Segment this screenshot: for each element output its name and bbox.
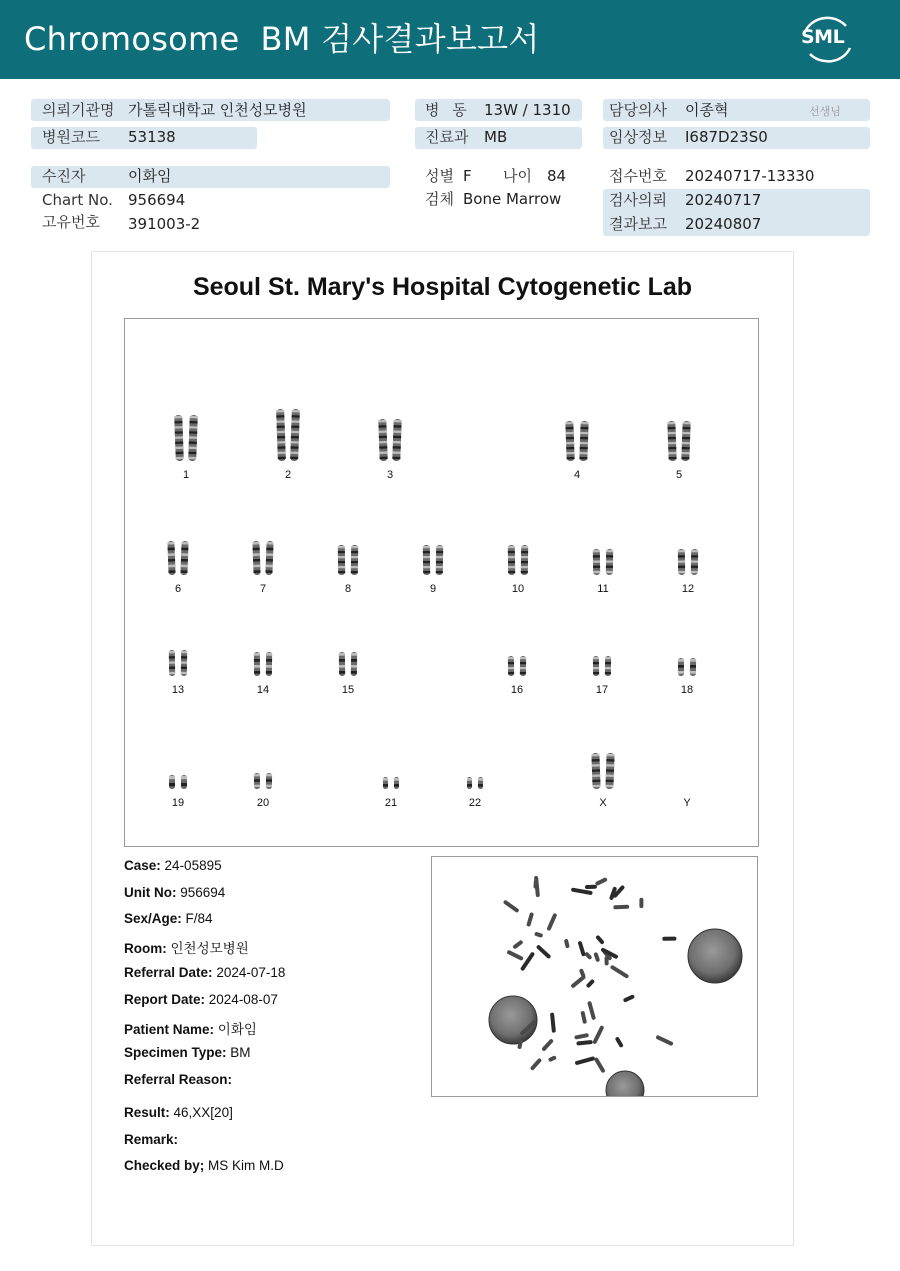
referral-date-line <box>124 965 285 980</box>
sml-logo-text: SML <box>801 26 845 48</box>
metaphase-chromosome <box>503 900 520 914</box>
institution-label: 의뢰기관명 <box>42 101 115 119</box>
chromosome-pair-14 <box>252 650 274 678</box>
chromosome-pair-8 <box>336 543 360 577</box>
patient-name-label: Patient Name: <box>124 1022 215 1037</box>
chromosome-label-13: 13 <box>171 684 185 696</box>
metaphase-chromosome <box>586 979 596 989</box>
lab-title: Seoul St. Mary's Hospital Cytogenetic Lab <box>192 273 693 301</box>
chromosome-pair-17 <box>591 654 613 678</box>
metaphase-spread-graphic <box>432 857 757 1096</box>
chromosome-pair-5 <box>666 419 692 463</box>
hospital-code-value: 53138 <box>128 128 176 146</box>
metaphase-chromosome <box>604 956 608 965</box>
metaphase-chromosome <box>576 1040 593 1046</box>
unit-value: 956694 <box>180 885 226 900</box>
sexage-line <box>124 911 213 926</box>
metaphase-chromosome <box>585 885 597 889</box>
report-date-line <box>124 992 278 1007</box>
room-label: Room: <box>124 941 167 956</box>
interphase-nucleus <box>489 996 537 1044</box>
chromosome-label-3: 3 <box>386 469 394 481</box>
checked-value: MS Kim M.D <box>208 1158 284 1173</box>
report-header <box>0 0 900 79</box>
chromosome-label-5: 5 <box>675 469 683 481</box>
request-label: 검사의뢰 <box>609 191 667 209</box>
chromosome-label-6: 6 <box>174 583 182 595</box>
referral-date-value: 2024-07-18 <box>216 965 286 980</box>
chromosome-pair-4 <box>564 419 590 463</box>
metaphase-chromosome <box>533 879 538 888</box>
request-value: 20240717 <box>685 191 762 209</box>
report-label: 결과보고 <box>609 215 667 233</box>
doctor-suffix: 선생님 <box>809 105 841 118</box>
chromosome-pair-19 <box>167 773 189 791</box>
receipt-label: 접수번호 <box>609 167 667 185</box>
report-date-label: Report Date: <box>124 992 206 1007</box>
metaphase-chromosome <box>575 1056 596 1065</box>
chromosome-label-7: 7 <box>259 583 267 595</box>
karyogram-panel <box>124 318 759 847</box>
metaphase-chromosome <box>512 940 523 950</box>
chromosome-pair-12 <box>676 547 700 577</box>
chromosome-label-10: 10 <box>511 583 525 595</box>
metaphase-chromosome <box>592 1025 604 1045</box>
metaphase-chromosome <box>574 1033 589 1040</box>
result-value: 46,XX[20] <box>173 1105 233 1120</box>
room-line <box>124 937 249 957</box>
sexage-value: F/84 <box>185 911 213 926</box>
metaphase-chromosome <box>593 952 600 962</box>
case-label: Case: <box>124 858 161 873</box>
case-line <box>124 858 222 873</box>
chart-value: 956694 <box>128 191 186 209</box>
referral-reason-line <box>124 1072 232 1087</box>
chromosome-label-X: X <box>599 797 607 809</box>
chromosome-label-11: 11 <box>597 583 609 595</box>
chromosome-label-18: 18 <box>680 684 694 696</box>
unique-value: 391003-2 <box>128 215 201 233</box>
specimen-value: Bone Marrow <box>463 190 562 208</box>
chromosome-label-17: 17 <box>595 684 609 696</box>
metaphase-chromosome <box>595 877 608 886</box>
report-title: Chromosome BM 검사결과보고서 <box>24 20 540 58</box>
chromosome-pair-7 <box>251 539 275 577</box>
chromosome-pair-X <box>590 751 616 791</box>
department-label: 진료과 <box>425 128 469 146</box>
metaphase-chromosome <box>662 937 676 941</box>
institution-value: 가톨릭대학교 인천성모병원 <box>128 101 307 119</box>
clinical-value: I687D23S0 <box>685 128 768 146</box>
chromosome-label-19: 19 <box>171 797 185 809</box>
metaphase-chromosome <box>587 1001 596 1020</box>
unit-line <box>124 885 225 900</box>
chromosome-label-Y: Y <box>683 797 691 809</box>
patient-name-line <box>124 1018 257 1038</box>
metaphase-chromosome <box>610 965 630 979</box>
metaphase-chromosome <box>580 1011 587 1024</box>
patient-value: 이화임 <box>128 167 172 185</box>
metaphase-chromosome <box>548 1055 557 1062</box>
patient-label: 수진자 <box>42 167 86 185</box>
hospital-code-label: 병원코드 <box>42 128 100 146</box>
interphase-nucleus <box>688 929 742 983</box>
chromosome-label-8: 8 <box>344 583 352 595</box>
age-label: 나이 <box>503 167 532 185</box>
specimen-type-label: Specimen Type: <box>124 1045 227 1060</box>
metaphase-chromosome <box>584 951 593 960</box>
metaphase-chromosome <box>550 1013 556 1033</box>
chromosome-label-4: 4 <box>573 469 581 481</box>
sml-logo <box>796 10 856 68</box>
room-value: 인천성모병원 <box>170 941 249 956</box>
metaphase-chromosome <box>623 994 635 1003</box>
doctor-value: 이종혁 <box>685 101 729 119</box>
unique-label: 고유번호 <box>42 213 100 231</box>
chromosome-label-15: 15 <box>341 684 355 696</box>
specimen-type-value: BM <box>230 1045 251 1060</box>
referral-date-label: Referral Date: <box>124 965 213 980</box>
metaphase-chromosome <box>526 912 534 927</box>
metaphase-chromosome <box>536 944 552 959</box>
age-value: 84 <box>547 167 567 185</box>
sex-label: 성별 <box>425 167 454 185</box>
case-value: 24-05895 <box>164 858 222 873</box>
chromosome-pair-20 <box>252 771 274 791</box>
chromosome-pair-9 <box>421 543 445 577</box>
chromosome-pair-18 <box>676 656 698 678</box>
specimen-type-line <box>124 1045 251 1060</box>
unit-label: Unit No: <box>124 885 177 900</box>
metaphase-chromosome <box>534 932 543 938</box>
metaphase-chromosome <box>506 950 523 961</box>
remark-label: Remark: <box>124 1132 179 1147</box>
chart-label: Chart No. <box>42 191 113 209</box>
chromosome-pair-2 <box>275 407 301 463</box>
chromosome-pair-21 <box>381 775 401 791</box>
metaphase-chromosome <box>595 935 605 945</box>
chromosome-label-22: 22 <box>468 797 482 809</box>
chromosome-pair-1 <box>173 413 199 463</box>
specimen-label: 검체 <box>425 190 454 208</box>
metaphase-chromosome <box>541 1038 554 1051</box>
chromosome-label-16: 16 <box>510 684 524 696</box>
chromosome-label-2: 2 <box>284 469 292 481</box>
chromosome-label-9: 9 <box>429 583 437 595</box>
sexage-label: Sex/Age: <box>124 911 182 926</box>
chromosome-label-12: 12 <box>681 583 695 595</box>
doctor-label: 담당의사 <box>609 101 667 119</box>
chromosome-pair-15 <box>337 650 359 678</box>
metaphase-chromosome <box>520 951 535 971</box>
metaphase-chromosome <box>564 939 570 949</box>
chromosome-pair-16 <box>506 654 528 678</box>
chromosome-pair-3 <box>377 417 403 463</box>
chromosome-pair-10 <box>506 543 530 577</box>
chromosome-pair-6 <box>166 539 190 577</box>
metaphase-chromosome <box>546 913 557 931</box>
result-label: Result: <box>124 1105 170 1120</box>
metaphase-chromosome <box>639 898 643 908</box>
department-value: MB <box>484 128 508 146</box>
report-date-value: 2024-08-07 <box>208 992 278 1007</box>
receipt-value: 20240717-13330 <box>685 167 815 185</box>
chromosome-label-14: 14 <box>256 684 270 696</box>
metaphase-chromosome <box>613 905 629 910</box>
metaphase-chromosome <box>530 1058 542 1071</box>
chromosome-label-1: 1 <box>182 469 190 481</box>
chromosome-pair-11 <box>591 547 615 577</box>
metaphase-chromosome <box>594 1057 606 1074</box>
patient-name-value: 이화임 <box>217 1022 257 1037</box>
ward-label: 병 동 <box>425 101 467 119</box>
interphase-nucleus <box>606 1071 644 1096</box>
chromosome-label-21: 21 <box>384 797 398 809</box>
metaphase-chromosome <box>578 941 586 957</box>
ward-value: 13W / 1310 <box>484 101 571 119</box>
remark-line <box>124 1132 178 1147</box>
referral-reason-label: Referral Reason: <box>124 1072 233 1087</box>
report-value: 20240807 <box>685 215 762 233</box>
metaphase-chromosome <box>570 974 586 988</box>
metaphase-chromosome <box>655 1035 673 1046</box>
sex-value: F <box>463 167 472 185</box>
clinical-label: 임상정보 <box>609 128 667 146</box>
checked-label: Checked by; <box>124 1158 205 1173</box>
checked-line <box>124 1158 284 1173</box>
chromosome-label-20: 20 <box>256 797 270 809</box>
chromosome-pair-13 <box>167 648 189 678</box>
metaphase-chromosome <box>615 1036 624 1048</box>
chromosome-pair-22 <box>465 775 485 791</box>
metaphase-spread-image <box>431 856 758 1097</box>
result-line <box>124 1105 233 1120</box>
